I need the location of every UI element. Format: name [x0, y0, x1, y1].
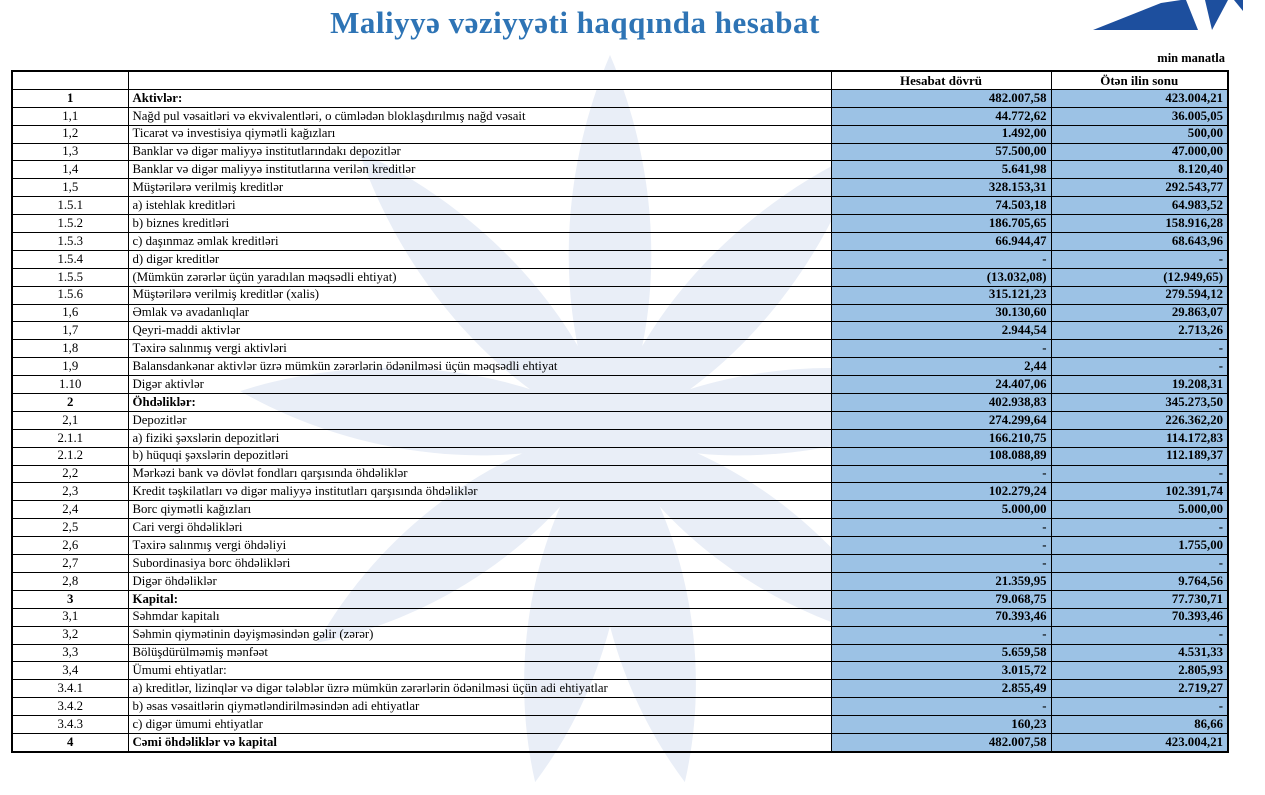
value-current-cell: 1.492,00	[831, 125, 1051, 143]
row-label-cell: Depozitlər	[128, 411, 831, 429]
table-row	[12, 537, 1228, 555]
row-label-cell: Müştərilərə verilmiş kreditlər	[128, 179, 831, 197]
value-previous-cell: 423.004,21	[1051, 89, 1228, 107]
value-current-cell: 482.007,58	[831, 89, 1051, 107]
row-label-cell: Kredit təşkilatları və digər maliyyə institutları qarşısında öhdəliklər	[128, 483, 831, 501]
table-row	[12, 590, 1228, 608]
value-current-cell: 3.015,72	[831, 662, 1051, 680]
value-previous-cell: 114.172,83	[1051, 429, 1228, 447]
row-label-cell: b) əsas vəsaitlərin qiymətləndirilməsindən adi ehtiyatlar	[128, 698, 831, 716]
value-previous-cell: 279.594,12	[1051, 286, 1228, 304]
value-current-cell: 30.130,60	[831, 304, 1051, 322]
table-row	[12, 483, 1228, 501]
table-header	[12, 71, 1228, 89]
table-row	[12, 680, 1228, 698]
row-label-cell: Öhdəliklər:	[128, 394, 831, 412]
value-current-cell: 70.393,46	[831, 608, 1051, 626]
value-current-cell: 315.121,23	[831, 286, 1051, 304]
value-current-cell: 2,44	[831, 358, 1051, 376]
value-current-cell: 24.407,06	[831, 376, 1051, 394]
value-previous-cell: 29.863,07	[1051, 304, 1228, 322]
value-previous-cell: 2.805,93	[1051, 662, 1228, 680]
value-previous-cell: 36.005,05	[1051, 107, 1228, 125]
value-previous-cell: (12.949,65)	[1051, 268, 1228, 286]
unit-note: min manatla	[1157, 51, 1225, 65]
value-current-cell: 108.088,89	[831, 447, 1051, 465]
value-current-cell: -	[831, 519, 1051, 537]
bank-logo-mountain-icon	[1093, 0, 1243, 30]
row-label-cell: Bölüşdürülməmiş mənfəət	[128, 644, 831, 662]
value-previous-cell: 112.189,37	[1051, 447, 1228, 465]
value-current-cell: 21.359,95	[831, 572, 1051, 590]
row-number-cell: 2,2	[12, 465, 128, 483]
row-label-cell: Ticarət və investisiya qiymətli kağızları	[128, 125, 831, 143]
row-label-cell: Nağd pul vəsaitləri və ekvivalentləri, o cümlədən bloklaşdırılmış nağd vəsait	[128, 107, 831, 125]
value-current-cell: 402.938,83	[831, 394, 1051, 412]
row-number-cell: 1,9	[12, 358, 128, 376]
row-label-cell: Ümumi ehtiyatlar:	[128, 662, 831, 680]
table-row	[12, 89, 1228, 107]
table-row	[12, 143, 1228, 161]
value-previous-cell: -	[1051, 340, 1228, 358]
table-row	[12, 197, 1228, 215]
table-row	[12, 215, 1228, 233]
row-number-cell: 2,1	[12, 411, 128, 429]
table-row	[12, 250, 1228, 268]
row-number-cell: 1.5.4	[12, 250, 128, 268]
value-current-cell: 102.279,24	[831, 483, 1051, 501]
row-label-cell: c) daşınmaz əmlak kreditləri	[128, 233, 831, 251]
value-current-cell: -	[831, 626, 1051, 644]
row-number-cell: 2	[12, 394, 128, 412]
value-current-cell: 2.944,54	[831, 322, 1051, 340]
value-previous-cell: 345.273,50	[1051, 394, 1228, 412]
row-label-cell: Balansdankənar aktivlər üzrə mümkün zərərlərin ödənilməsi üçün məqsədli ehtiyat	[128, 358, 831, 376]
table-row	[12, 429, 1228, 447]
table-body	[12, 89, 1228, 751]
value-previous-cell: 77.730,71	[1051, 590, 1228, 608]
value-previous-cell: 9.764,56	[1051, 572, 1228, 590]
value-previous-cell: 292.543,77	[1051, 179, 1228, 197]
row-number-cell: 3.4.3	[12, 716, 128, 734]
row-number-cell: 2,5	[12, 519, 128, 537]
row-label-cell: Müştərilərə verilmiş kreditlər (xalis)	[128, 286, 831, 304]
row-label-cell: a) istehlak kreditləri	[128, 197, 831, 215]
row-number-cell: 2,7	[12, 555, 128, 573]
row-label-cell: Cari vergi öhdəlikləri	[128, 519, 831, 537]
value-previous-cell: -	[1051, 250, 1228, 268]
row-label-cell: a) kreditlər, lizinqlər və digər tələblər üzrə mümkün zərərlərin ödənilməsi üçün adi ehtiyatlar	[128, 680, 831, 698]
row-label-cell: Cəmi öhdəliklər və kapital	[128, 733, 831, 751]
value-current-cell: 2.855,49	[831, 680, 1051, 698]
row-label-cell: d) digər kreditlər	[128, 250, 831, 268]
value-current-cell: 79.068,75	[831, 590, 1051, 608]
value-previous-cell: 4.531,33	[1051, 644, 1228, 662]
value-previous-cell: -	[1051, 698, 1228, 716]
row-number-cell: 1.5.3	[12, 233, 128, 251]
row-label-cell: Səhmdar kapitalı	[128, 608, 831, 626]
row-label-cell: Kapital:	[128, 590, 831, 608]
row-number-cell: 1.10	[12, 376, 128, 394]
row-number-cell: 3,3	[12, 644, 128, 662]
value-previous-cell: 86,66	[1051, 716, 1228, 734]
value-previous-cell: 2.713,26	[1051, 322, 1228, 340]
value-previous-cell: 47.000,00	[1051, 143, 1228, 161]
row-number-cell: 3,2	[12, 626, 128, 644]
table-row	[12, 447, 1228, 465]
value-current-cell: 44.772,62	[831, 107, 1051, 125]
row-label-cell: Təxirə salınmış vergi öhdəliyi	[128, 537, 831, 555]
value-current-cell: -	[831, 340, 1051, 358]
value-previous-cell: 8.120,40	[1051, 161, 1228, 179]
table-row	[12, 358, 1228, 376]
row-label-cell: Digər aktivlər	[128, 376, 831, 394]
row-number-cell: 3	[12, 590, 128, 608]
financial-position-table	[11, 70, 1229, 753]
row-number-cell: 1	[12, 89, 128, 107]
value-current-cell: 66.944,47	[831, 233, 1051, 251]
value-current-cell: -	[831, 555, 1051, 573]
row-label-cell: a) fiziki şəxslərin depozitləri	[128, 429, 831, 447]
row-label-cell: Banklar və digər maliyyə institutlarına verilən kreditlər	[128, 161, 831, 179]
value-previous-cell: 423.004,21	[1051, 733, 1228, 751]
value-current-cell: -	[831, 698, 1051, 716]
header-label-cell	[128, 71, 831, 89]
row-number-cell: 2,8	[12, 572, 128, 590]
row-number-cell: 2,3	[12, 483, 128, 501]
value-previous-cell: -	[1051, 465, 1228, 483]
table-row	[12, 626, 1228, 644]
row-number-cell: 1.5.5	[12, 268, 128, 286]
table-row	[12, 555, 1228, 573]
table-row	[12, 322, 1228, 340]
row-number-cell: 3.4.1	[12, 680, 128, 698]
value-current-cell: -	[831, 250, 1051, 268]
value-current-cell: -	[831, 465, 1051, 483]
row-label-cell: (Mümkün zərərlər üçün yaradılan məqsədli ehtiyat)	[128, 268, 831, 286]
table-row	[12, 179, 1228, 197]
table-row	[12, 107, 1228, 125]
table-header-row	[12, 71, 1228, 89]
row-label-cell: b) hüquqi şəxslərin depozitləri	[128, 447, 831, 465]
table-row	[12, 161, 1228, 179]
row-label-cell: Banklar və digər maliyyə institutlarındakı depozitlər	[128, 143, 831, 161]
table-row	[12, 644, 1228, 662]
value-previous-cell: 19.208,31	[1051, 376, 1228, 394]
row-number-cell: 4	[12, 733, 128, 751]
table-row	[12, 662, 1228, 680]
table-row	[12, 608, 1228, 626]
table-row	[12, 716, 1228, 734]
row-label-cell: Təxirə salınmış vergi aktivləri	[128, 340, 831, 358]
row-label-cell: b) biznes kreditləri	[128, 215, 831, 233]
row-label-cell: Qeyri-maddi aktivlər	[128, 322, 831, 340]
row-number-cell: 1,5	[12, 179, 128, 197]
value-previous-cell: 64.983,52	[1051, 197, 1228, 215]
table-row	[12, 411, 1228, 429]
row-number-cell: 2.1.1	[12, 429, 128, 447]
table-row	[12, 465, 1228, 483]
page-title: Maliyyə vəziyyəti haqqında hesabat	[330, 5, 820, 40]
value-current-cell: 186.705,65	[831, 215, 1051, 233]
value-previous-cell: 500,00	[1051, 125, 1228, 143]
row-number-cell: 2.1.2	[12, 447, 128, 465]
table-row	[12, 572, 1228, 590]
value-previous-cell: 158.916,28	[1051, 215, 1228, 233]
row-label-cell: Səhmin qiymətinin dəyişməsindən gəlir (zərər)	[128, 626, 831, 644]
row-number-cell: 1.5.2	[12, 215, 128, 233]
row-label-cell: Mərkəzi bank və dövlət fondları qarşısında öhdəliklər	[128, 465, 831, 483]
row-number-cell: 2,6	[12, 537, 128, 555]
value-previous-cell: -	[1051, 626, 1228, 644]
value-current-cell: 5.641,98	[831, 161, 1051, 179]
row-number-cell: 1.5.6	[12, 286, 128, 304]
row-number-cell: 1.5.1	[12, 197, 128, 215]
row-number-cell: 3,1	[12, 608, 128, 626]
row-number-cell: 3.4.2	[12, 698, 128, 716]
table-row	[12, 125, 1228, 143]
header-number-cell	[12, 71, 128, 89]
row-number-cell: 1,3	[12, 143, 128, 161]
value-previous-cell: 2.719,27	[1051, 680, 1228, 698]
header-previous-period-cell: Ötən ilin sonu	[1051, 71, 1228, 89]
value-current-cell: 482.007,58	[831, 733, 1051, 751]
header-current-period-cell: Hesabat dövrü	[831, 71, 1051, 89]
row-label-cell: Subordinasiya borc öhdəlikləri	[128, 555, 831, 573]
row-label-cell: Aktivlər:	[128, 89, 831, 107]
table-row	[12, 233, 1228, 251]
table-row	[12, 394, 1228, 412]
table-row	[12, 519, 1228, 537]
value-previous-cell: 70.393,46	[1051, 608, 1228, 626]
table-row	[12, 376, 1228, 394]
row-number-cell: 1,4	[12, 161, 128, 179]
row-number-cell: 2,4	[12, 501, 128, 519]
value-current-cell: 5.000,00	[831, 501, 1051, 519]
table-row	[12, 733, 1228, 751]
table-row	[12, 501, 1228, 519]
table-row	[12, 340, 1228, 358]
value-current-cell: 274.299,64	[831, 411, 1051, 429]
row-label-cell: Əmlak və avadanlıqlar	[128, 304, 831, 322]
value-current-cell: 74.503,18	[831, 197, 1051, 215]
value-previous-cell: -	[1051, 358, 1228, 376]
row-number-cell: 3,4	[12, 662, 128, 680]
row-label-cell: Borc qiymətli kağızları	[128, 501, 831, 519]
row-label-cell: c) digər ümumi ehtiyatlar	[128, 716, 831, 734]
value-previous-cell: 102.391,74	[1051, 483, 1228, 501]
value-previous-cell: 226.362,20	[1051, 411, 1228, 429]
value-previous-cell: 5.000,00	[1051, 501, 1228, 519]
row-number-cell: 1,2	[12, 125, 128, 143]
value-current-cell: 160,23	[831, 716, 1051, 734]
row-number-cell: 1,7	[12, 322, 128, 340]
value-current-cell: 328.153,31	[831, 179, 1051, 197]
value-current-cell: 166.210,75	[831, 429, 1051, 447]
value-current-cell: 5.659,58	[831, 644, 1051, 662]
value-current-cell: (13.032,08)	[831, 268, 1051, 286]
row-number-cell: 1,1	[12, 107, 128, 125]
table-row	[12, 268, 1228, 286]
value-previous-cell: 68.643,96	[1051, 233, 1228, 251]
value-current-cell: -	[831, 537, 1051, 555]
table-row	[12, 698, 1228, 716]
value-previous-cell: -	[1051, 555, 1228, 573]
row-number-cell: 1,8	[12, 340, 128, 358]
table-row	[12, 304, 1228, 322]
value-current-cell: 57.500,00	[831, 143, 1051, 161]
row-label-cell: Digər öhdəliklər	[128, 572, 831, 590]
row-number-cell: 1,6	[12, 304, 128, 322]
table-row	[12, 286, 1228, 304]
value-previous-cell: 1.755,00	[1051, 537, 1228, 555]
value-previous-cell: -	[1051, 519, 1228, 537]
